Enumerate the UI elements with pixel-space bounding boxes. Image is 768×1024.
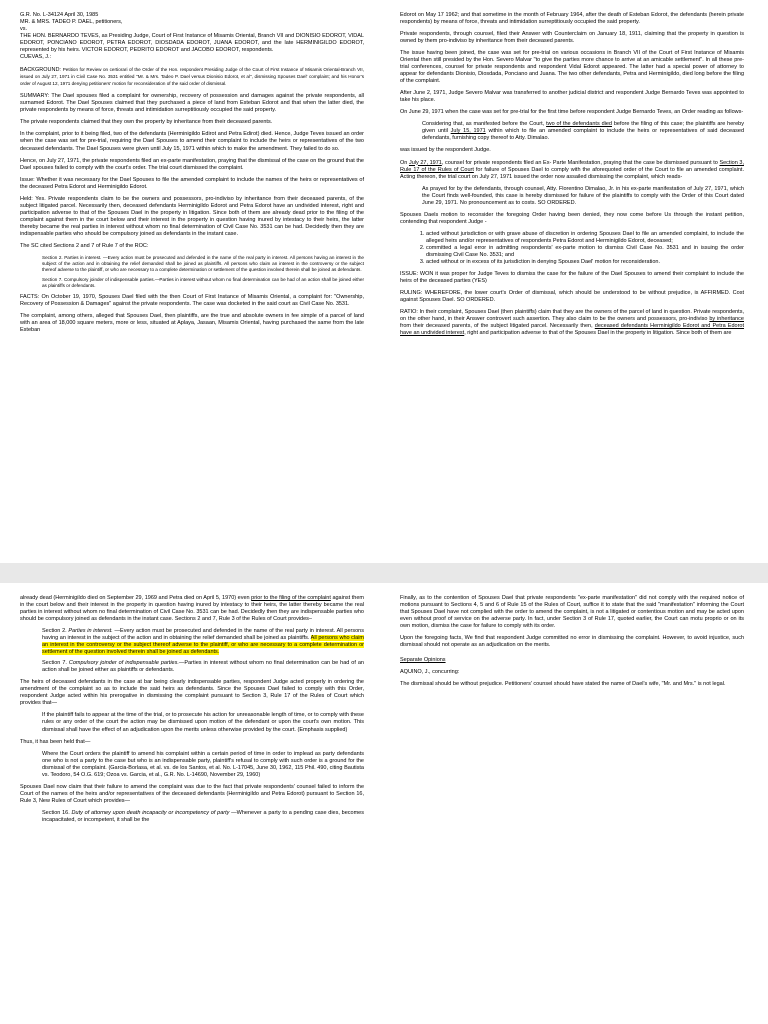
order-intro-paragraph: On June 29, 1971 when the case was set for pre-trial for the first time before respondent Judge Bernardo Teves, an Order reading as follows- bbox=[400, 109, 744, 116]
order-blockquote bbox=[422, 121, 744, 142]
rule-17-blockquote bbox=[42, 712, 364, 733]
pretrial-paragraph: The issue having been joined, the case was set for pre-trial on various occasions in Branch VII of the Court of First Instance of Misamis Oriental then still presided by the Hon. Severo Malvar "to give the parties more chance to arrive at an amicable settlement". In all these pre-trial conferences, counsel for private respondents and respondent Vidal Edorot appeared. The latter had a special power of attorney to appear for defendants Dionisio, Diosdada, Ponciano and Juana. The two other defendants, Petra and Herminigildo, died long before the filing of the complaint. bbox=[400, 50, 744, 85]
order-quote-text: within which to file an amended complaint to include the heirs or representatives of said deceased defendants, furnishing copy thereof to Atty. Dimalao. bbox=[422, 128, 744, 142]
contention-item: 2. committed a legal error in admitting respondents' ex-parte motion to dismiss Civil Case No. 3531 and in issuing the order dismissing Civil Case No. 3531; and bbox=[426, 245, 744, 259]
ratio-underline: deceased defendants Herminigildo Edorot and Petra Edorot have an undivided interest bbox=[400, 323, 745, 337]
ruling-line: RULING: WHEREFORE, the lower court's Order of dismissal, which should be understood to be without prejudice, is AFFIRMED. Cost against Spouses Dael. SO ORDERED. bbox=[400, 289, 744, 303]
ratio-text: RATIO: In their complaint, Spouses Dael (then plaintiffs) claim that they are the owners of the parcel of land in question. Private respondents, on the other hand, in their Answer controvert such assertion. They also claim to be the owners and possessors, pro-indiviso bbox=[400, 309, 744, 323]
held-paragraph: Held: Yes. Private respondents claim to be the owners and possessors, pro-indiviso by inheritance from their deceased parents, of the subject litigated parcel. Necessarily then, deceased defendants Herminigildo Edorot and Petra Edorot have an undivided interest, right and participation adverse to that of the Spouses Dael in the property in litigation. Since both of them are already dead prior to the filing of the complaint against them in the court below and their interest in the property in question having inured by intestacy to their heirs, the latter thereby became the real parties in interest without whom no final determination of Civil Case No. 3531 can be had. Decidedly then they are indispensable parties who should be compulsory joined as defendants in the instant case. bbox=[20, 195, 364, 237]
quote-italic: Duty of attorney upon death incapacity or incompetency of party bbox=[71, 809, 230, 816]
heirs-paragraph: The heirs of deceased defendants in the case at bar being clearly indispensable parties, respondent Judge acted properly in ordering the amendment of the complaint so as to include the said heirs as defendants. Since the Spouses Dael failed to comply with this Order, respondent Judge acted within his prerogative in dismissing the complaint pursuant to Section 3, Rule 17 of the Rules of Court which provides that— bbox=[20, 679, 364, 707]
respondents-line: THE HON. BERNARDO TEVES, as Presiding Judge, Court of First Instance of Misamis Oriental, Branch VII and DIONISIO EDOROT, VIDAL EDOROT, PONCIANO EDOROT, PETRA EDOROT, DIOSDADA EDOROT, JUANA EDOROT, and the late HERMINIGILDO EDOROT, represented by his heirs. VICTOR EDOROT, PEDRITO EDOROT and JACOBO EDOROT, respondents. bbox=[20, 33, 364, 54]
july-date: July 27, 1971 bbox=[408, 159, 442, 166]
background-label: BACKGROUND: bbox=[20, 67, 61, 74]
order-quote-underline: two of the defendants died bbox=[546, 121, 612, 128]
complaint-paragraph: In the complaint, prior to it being filed, two of the defendants (Herminigildo Edirot and Petra Edirot) died. Hence, Judge Teves issued an order when the case was set for pre-trial, requiring the Dael Spouses to amend their complaint to include the heirs or representatives of the two deceased defendants. The Dael Spouses were given until July 15, 1971 within which to make the amendment. They failed to do so. bbox=[20, 131, 364, 152]
highlighted-text: All persons who claim an interest in the controversy or the subject thereof adverse to the plaintiff, or who are necessary to a complete determination or settlement of the question involved therein shall be joined as defendants. bbox=[42, 635, 364, 656]
rules-blockquote bbox=[42, 255, 364, 289]
claim-paragraph: The private respondents claimed that they own the property by inheritance from their deceased parents. bbox=[20, 119, 273, 126]
contentions-list bbox=[400, 231, 744, 266]
quote-text: —Parties in interest without whom no final determination can be had of an action shall be joined either as plaintiffs or defendants. bbox=[42, 660, 364, 674]
para-text: against them in the court below and their interest in the property in question having inured by intestacy to their heirs, the latter thereby became the real parties in interest without whom no final determination of Civil Case No. 3531 can be had. Decidedly then they are indispensable parties who should be compulsory joined as defendants in the instant case. Sections 2 and 7, Rule 3 of the Rules of Court provides– bbox=[20, 595, 364, 623]
issue-paragraph: Issue: Whether it was necessary for the Dael Spouses to file the amended complaint to include the names of the heirs or representatives of the deceased Petra Edorot and Herminigildo Edorot. bbox=[20, 176, 364, 190]
para-text: already dead (Herminigildo died on September 29, 1969 and Petra died on April 5, 1970) even bbox=[20, 595, 252, 601]
section-7-quote bbox=[42, 660, 364, 674]
aquino-line: AQUINO, J., concurring: bbox=[400, 669, 460, 676]
ponente-line: CUEVAS, J.: bbox=[20, 54, 52, 61]
dead-defendants-paragraph bbox=[20, 595, 364, 623]
july-text: , counsel for private respondents filed an Ex- Parte Manifestation, praying that the case be dismissed pursuant to bbox=[441, 159, 720, 166]
order-quote-text: before the filing of this case; the plaintiffs are hereby given until bbox=[422, 121, 744, 135]
manifestation-paragraph: Hence, on July 27, 1971, the private respondents filed an ex-parte manifestation, praying that the dismissal of the case on the ground that the Dael spouses failed to comply with the court's order. The trial court dismissed the complaint. bbox=[20, 157, 364, 171]
petitioners-line: MR. & MRS. TADEO P. DAEL, petitioners, bbox=[20, 19, 123, 26]
separate-opinions-heading: Separate Opinions bbox=[400, 657, 446, 664]
page2-right-column bbox=[400, 595, 744, 693]
ratio-paragraph bbox=[400, 309, 744, 337]
background-text: Petition for Review on certiorari of the Order of the Hon. respondent Presiding Judge of the Court of First Instance of Misamis Oriental-Branch VII, issued on July 27, 1971 in Civil Case No. 3531 entitled "Mr. & Mrs. Tadeo P. Dael versus Dionisio Edorot, et al", dismissing Spouses Dael' complaint; and his Honor's order of August 12, 1971 denying petitioners' motion for reconsideration of the said order of dismissal. bbox=[20, 67, 364, 87]
quote-text: Section 16. bbox=[42, 809, 72, 816]
para-underline: prior to the filing of the complaint bbox=[251, 595, 331, 601]
sc-cited-paragraph: The SC cited Sections 2 and 7 of Rule 7 of the ROC: bbox=[20, 242, 149, 249]
july-text: for failure of Spouses Dael to comply with the aforequoted order of the Court to file an amended complaint. Acting thereon, the trial court on July 27, 1971 issued the order now assailed dismissing the complaint, which reads- bbox=[400, 166, 744, 180]
edorot-paragraph: Edorot on May 17 1962; and that sometime in the month of February 1964, after the death of Esteban Edorot, the defendants (herein private respondents) by means of force, threats and intimidation surreptitiously occupied the said property. bbox=[400, 12, 744, 26]
facts-paragraph: FACTS: On October 19, 1970, Spouses Dael filed with the then Court of First Instance of Misamis Oriental, a complaint for: "Ownership, Recovery of Possession & Damages" against the private respondents. The case was docketed in the said court as Civil Case No. 3531. bbox=[20, 293, 364, 307]
answer-paragraph: Private respondents, through counsel, filed their Answer with Counterclaim on January 18, 1911, claiming that the property in question is owned by them pro-indiviso by inheritance from their deceased parents. bbox=[400, 31, 744, 45]
quote-text: Section 2. bbox=[42, 628, 69, 635]
issue-line: ISSUE: WON it was proper for Judge Teves to dismiss the case for the failure of the Dael Spouses to amend their complaint to include the heirs of the deceased parties (YES) bbox=[400, 270, 744, 284]
page1-right-column bbox=[400, 12, 744, 342]
rule-17-reference: Section 3, Rule 17 of the Rules of Court bbox=[400, 159, 744, 173]
dismissal-quote: As prayed for by the defendants, through counsel, Atty. Florentino Dimalao, Jr. in his ex-parte manifestation of July 27, 1971, which the Court finds well-founded, this case is hereby dismissed for failure of the plaintiffs to comply with the Order of this Court dated June 29, 1971. No pronouncement as to costs. SO ORDERED. bbox=[422, 185, 744, 206]
case-number: G.R. No. L-34124 April 30, 1985 bbox=[20, 12, 99, 18]
section-7-quote: Section 7. Compulsory joinder of indispensable parties.—Parties in interest without whom no final determination can be had of an action shall be joined either as plaintiffs or defendants. bbox=[42, 276, 364, 288]
versus-line: vs. bbox=[20, 26, 28, 33]
ratio-text: , right and participation adverse to that of the Spouses Dael in the property in litigation. Since both of them are bbox=[464, 330, 732, 337]
order-quote-text: Considering that, as manifested before the Court, bbox=[422, 121, 547, 128]
order-quote bbox=[422, 121, 744, 142]
contention-item: 1. acted without jurisdiction or with grave abuse of discretion in ordering Spouses Dael to file an amended complaint, to include the alleged heirs and/or representatives of respondents Petra Edorot and Herminigildo Edorot, deceased; bbox=[426, 231, 744, 245]
section-2-quote: Section 2. Parties in interest. —Every action must be prosecuted and defended in the name of the real party in interest. All persons having an interest in the subject of the action and in obtaining the relief demanded shall be joined as plaintiffs. All persons who claim an interest in the controversy or the subject thereof adverse to the plaintiff, or who are necessary to a complete determination or settlement of the question involved therein shall be joined as defendants. bbox=[42, 254, 364, 272]
section-16-blockquote bbox=[42, 810, 364, 824]
section-2-quote bbox=[42, 628, 364, 656]
rule-3-blockquote bbox=[42, 628, 364, 674]
quote-text: Section 7. bbox=[42, 660, 69, 667]
transfer-paragraph: After June 2, 1971, Judge Severo Malvar was transferred to another judicial district and respondent Judge Bernardo Teves was appointed to take his place. bbox=[400, 90, 744, 104]
page-gap bbox=[0, 563, 768, 583]
quote-italic: Compulsory joinder of indispensable parties. bbox=[68, 660, 179, 667]
issued-line: was issued by the respondent Judge. bbox=[400, 147, 491, 154]
dismissal-blockquote bbox=[422, 186, 744, 207]
page2-left-column bbox=[20, 595, 364, 829]
thus-line: Thus, it has been held that— bbox=[20, 738, 91, 745]
quote-text: —Every action must be prosecuted and defended in the name of the real party in interest. All persons having an interest in the subject of the action and in obtaining the relief demanded shall be joined as plaintiffs. bbox=[42, 628, 364, 642]
rule-17-quote: If the plaintiff fails to appear at the time of the trial, or to prosecute his action for unreasonable length of time, or to comply with these rules or any order of the court the action may be dismissed upon motion of the defendant or upon the court's own motion. This dismissal shall have the effect of an adjudication upon the merits unless otherwise provided by the court. (Emphasis supplied) bbox=[42, 712, 364, 733]
summary-paragraph: SUMMARY: The Dael spouses filed a complaint for ownership, recovery of possession and damages against the private respondents, all surnamed Edorot. The Dael Spouses claimed that they purchased a piece of land from Esteban Edorot and that when the latter died, the private respondents by means of force, threats and intimidation surreptitiously occupied the said property. bbox=[20, 93, 364, 114]
complaint-allegation-paragraph: The complaint, among others, alleged that Spouses Dael, then plaintiffs, are the true and absolute owners in fee simple of a parcel of land with an area of 18,000 square meters, more or less, situated at Aplaya, Jasaan, Misamis Oriental, having purchased the same from the late Esteban bbox=[20, 312, 364, 333]
july-27-paragraph bbox=[400, 160, 744, 181]
concurring-paragraph: The dismissal should be without prejudice. Petitioners' counsel should have stated the name of Dael's wife, "Mr. and Mrs." is not legal. bbox=[400, 681, 726, 688]
finally-paragraph: Finally, as to the contention of Spouses Dael that private respondents "ex-parte manifestation" did not comply with the required notice of motions pursuant to Sections 4, 5 and 6 of Rule 15 of the Rules of Court, suffice it to state that the said "manifestation" informing the Court that Spouses Dael have not complied with the order to amend the complaint, is not a litigated or contentious motion and may be acted upon even without proof of service on the adverse party. In fact, under Section 3 of Rule 17, quoted earlier, the Court can motu proprio or on its own motion, dismiss the case for failure to comply with its order. bbox=[400, 595, 744, 630]
quote-text: —Whenever a party to a pending case dies, becomes incapacitated, or incompetent, it shall be the bbox=[42, 809, 364, 823]
page1-left-column bbox=[20, 12, 364, 339]
page-2 bbox=[0, 583, 768, 1024]
jurisprudence-quote: Where the Court orders the plaintiff to amend his complaint within a certain period of time in order to implead as party defendants one who is not a party to the case but who is an indispensable party, plaintiff's refusal to comply with such order is a ground for the dismissal of the complaint. (Garcia-Borlasa, et al. vs. de los Santos, et al. No. L-17045, June 30, 1962, 115 Phil. 490, citing Bautista vs. Teodoro, 54 O.G. 619; Ozoa vs. Garcia, et al., G.R. No. L-14690, November 29, 1960) bbox=[42, 750, 364, 778]
claim-failure-paragraph: Spouses Dael now claim that their failure to amend the complaint was due to the fact that private respondents' counsel failed to inform the Court of the names of the heirs and/or representatives of the deceased defendants (Herminigildo and Petra Edorot) pursuant to Section 16, Rule 3, New Rules of Court which provides— bbox=[20, 783, 364, 804]
july-text: On bbox=[400, 159, 409, 166]
section-16-quote bbox=[42, 810, 364, 824]
conclusion-paragraph: Upon the foregoing facts, We find that respondent Judge committed no error in dismissing the complaint. However, to avoid injustice, such dismissal should not operate as an adjudication on the merits. bbox=[400, 635, 744, 649]
quote-italic: Parties in interest. bbox=[68, 628, 113, 635]
contention-item: 3. acted without or in excess of its jurisdiction in denying Spouses Dael' motion for reconsideration. bbox=[426, 259, 744, 266]
order-quote-date: July 15, 1971 bbox=[450, 128, 486, 135]
jurisprudence-blockquote bbox=[42, 751, 364, 779]
ratio-underline: by inheritance bbox=[709, 316, 744, 323]
case-caption bbox=[20, 12, 364, 61]
background-paragraph bbox=[20, 67, 364, 88]
motion-paragraph: Spouses Daels motion to reconsider the foregoing Order having been denied, they now come before Us through the instant petition, contending that respondent Judge - bbox=[400, 211, 744, 225]
ratio-text: from their deceased parents, of the subject litigated parcel. Necessarily then, bbox=[400, 323, 595, 330]
